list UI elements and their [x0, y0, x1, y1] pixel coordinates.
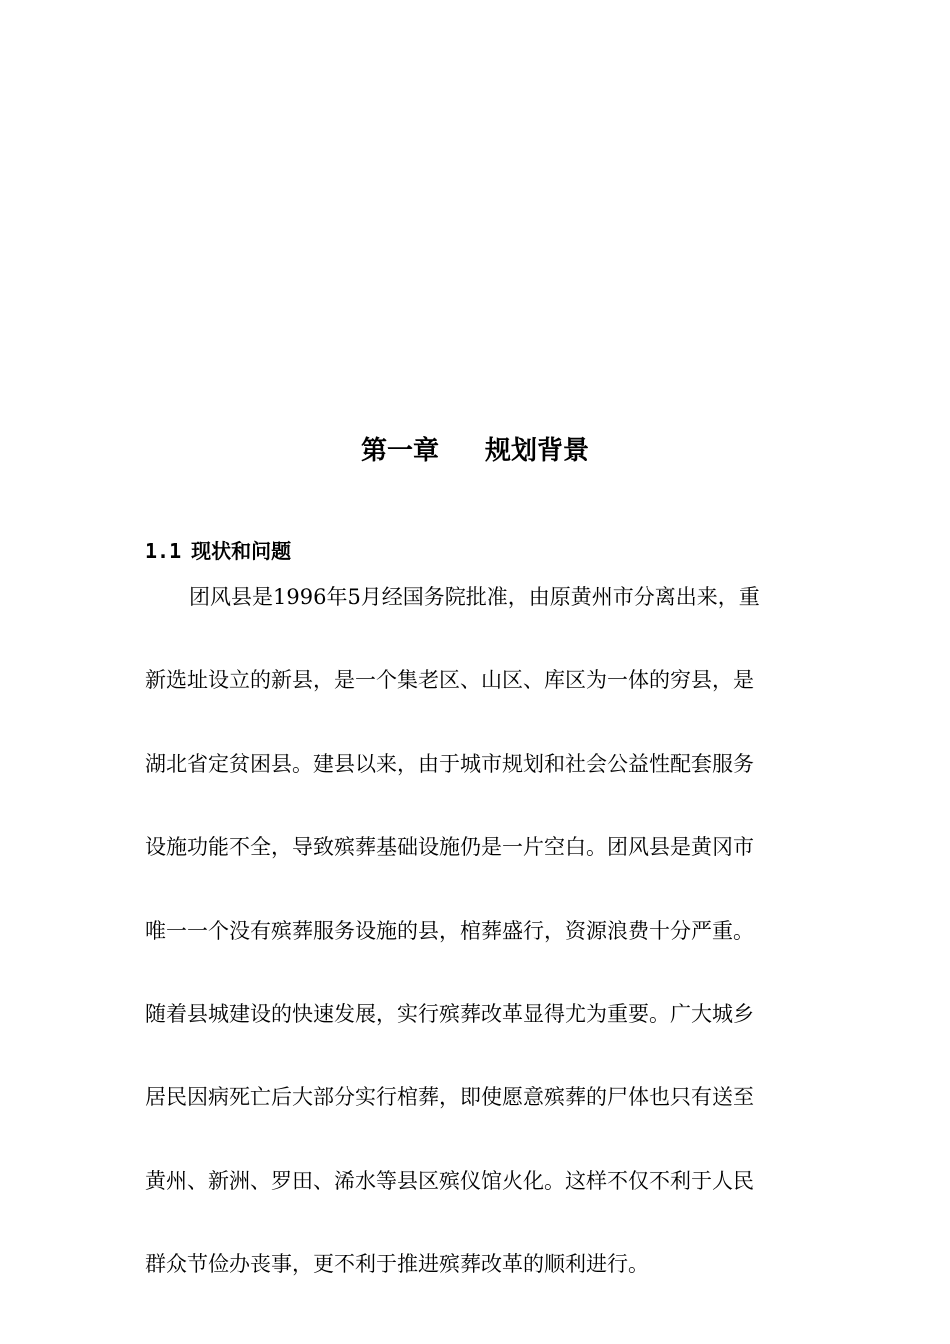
paragraph-line: 设施功能不全，导致殡葬基础设施仍是一片空白。团风县是黄冈市 — [145, 835, 754, 860]
chapter-number-label: 第一章 — [360, 436, 439, 466]
section-title: 现状和问题 — [191, 539, 292, 563]
paragraph-line: 居民因病死亡后大部分实行棺葬，即使愿意殡葬的尸体也只有送至 — [145, 1085, 754, 1110]
section-heading — [145, 536, 291, 566]
paragraph-line: 随着县城建设的快速发展，实行殡葬改革显得尤为重要。广大城乡 — [145, 1001, 754, 1026]
paragraph-line: 新选址设立的新县，是一个集老区、山区、库区为一体的穷县，是 — [145, 668, 754, 693]
paragraph-line: 黄州、新洲、罗田、浠水等县区殡仪馆火化。这样不仅不利于人民 — [145, 1168, 754, 1193]
chapter-title — [0, 432, 950, 470]
paragraph-line: 群众节俭办丧事，更不利于推进殡葬改革的顺利进行。 — [145, 1252, 649, 1277]
section-number: 1.1 — [145, 539, 182, 563]
paragraph-line: 唯一一个没有殡葬服务设施的县，棺葬盛行，资源浪费十分严重。 — [145, 918, 754, 943]
body-paragraph — [145, 582, 810, 1333]
chapter-title-text: 规划背景 — [485, 436, 590, 466]
paragraph-line: 团风县是1996年5月经国务院批准，由原黄州市分离出来，重 — [189, 585, 760, 609]
paragraph-line: 湖北省定贫困县。建县以来，由于城市规划和社会公益性配套服务 — [145, 751, 754, 776]
